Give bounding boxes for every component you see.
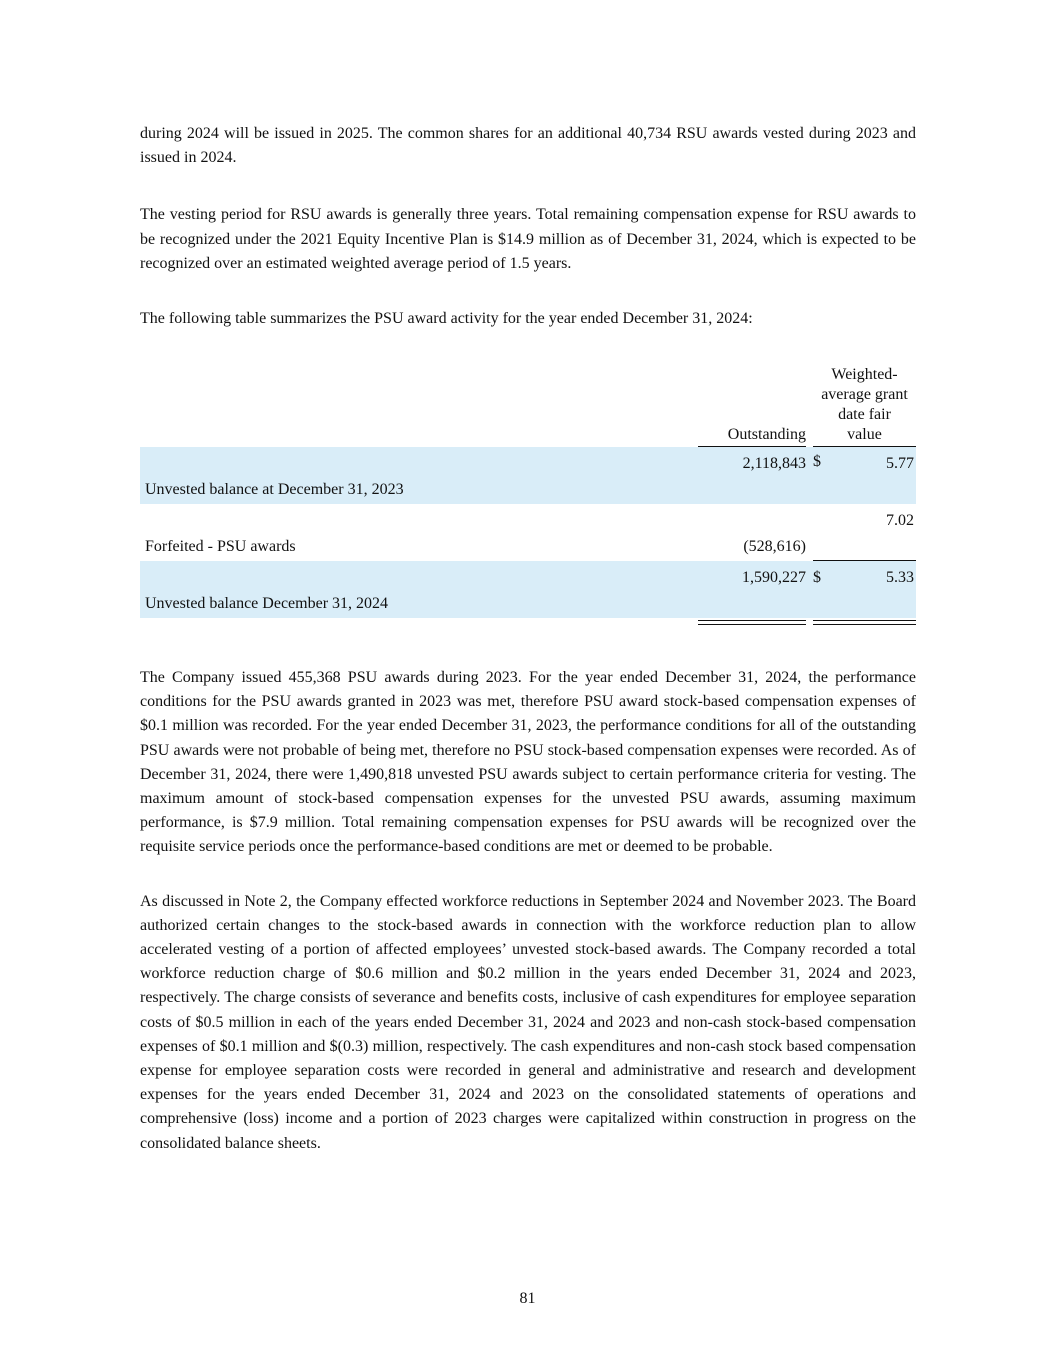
total-double-rules — [140, 618, 916, 628]
header-wagd-line-1: Weighted- — [831, 366, 898, 383]
bottom-text-block — [140, 666, 916, 1156]
paragraph-rsu-vesting: The vesting period for RSU awards is generally three years. Total remaining compensation expense for RSU awards to be recognized under the 2021 Equity Incentive Plan is $14.9 million as of December 31, 2024, which is expected to be recognized over an estimated weighted average period of 1.5 years. — [140, 206, 916, 272]
double-rule-outstanding — [698, 620, 806, 625]
header-wagd-line-3: date fair — [838, 406, 891, 423]
header-wagd-line-2: average grant — [821, 386, 908, 403]
header-outstanding: Outstanding — [727, 426, 806, 443]
row-value: 5.33 — [886, 569, 914, 586]
row-label: Unvested balance at December 31, 2023 — [145, 481, 404, 498]
page-number: 81 — [519, 1290, 536, 1307]
row-outstanding: (528,616) — [743, 538, 806, 555]
double-rule-value — [813, 620, 916, 625]
row-outstanding: 2,118,843 — [742, 455, 806, 472]
top-text-block — [140, 122, 916, 331]
row-value: 7.02 — [886, 512, 914, 529]
row-dollar-sign: $ — [813, 569, 821, 586]
row-outstanding: 1,590,227 — [742, 569, 806, 586]
header-wagd-line-4: value — [847, 426, 882, 443]
row-value: 5.77 — [886, 455, 914, 472]
table-header — [140, 366, 916, 447]
paragraph-psu-issuance: The Company issued 455,368 PSU awards during 2023. For the year ended December 31, 2024, the performance conditions for the PSU awards granted in 2023 was met, therefore PSU award stock-based compensation expenses of $0.1 million was recorded. For the year ended December 31, 2023, the performance conditions for all of the outstanding PSU awards were not probable of being met, therefore no PSU stock-based compensation expenses were recorded. As of December 31, 2024, there were 1,490,818 unvested PSU awards subject to certain performance criteria for vesting. The maximum amount of stock-based compensation expenses for the unvested PSU awards, assuming maximum performance, is $7.9 million. Total remaining compensation expenses for PSU awards will be recognized over the requisite service periods once the performance-based conditions are met or deemed to be probable. — [140, 669, 916, 856]
paragraph-rsu-issuance: during 2024 will be issued in 2025. The common shares for an additional 40,734 RSU awards vested during 2023 and issued in 2024. — [140, 125, 916, 167]
paragraph-workforce-reduction: As discussed in Note 2, the Company effected workforce reductions in September 2024 and November 2023. The Board authorized certain changes to the stock-based awards in connection with the workforce reduction plan to allow accelerated vesting of a portion of affected employees’ unvested stock-based awards. The Company recorded a total workforce reduction charge of $0.6 million and $0.2 million in the years ended December 31, 2024 and 2023, respectively. The charge consists of severance and benefits costs, inclusive of cash expenditures for employee separation costs of $0.5 million in each of the years ended December 31, 2024 and 2023 and non-cash stock-based compensation expenses of $0.1 million and $(0.3) million, respectively. The cash expenditures and non-cash stock based compensation expense for employee separation costs were recorded in general and administrative and research and development expenses for the years ended December 31, 2024 and 2023 on the consolidated statements of operations and comprehensive (loss) income and a portion of 2023 charges were capitalized within construction in progress on the consolidated balance sheets. — [140, 892, 916, 1152]
psu-activity-table — [140, 366, 916, 628]
row-label: Unvested balance December 31, 2024 — [145, 595, 389, 612]
row-dollar-sign: $ — [813, 453, 821, 470]
header-weighted-average-grant-date-fair-value — [813, 365, 916, 445]
paragraph-table-intro: The following table summarizes the PSU award activity for the year ended December 31, 2024: — [140, 310, 753, 328]
row-label: Forfeited - PSU awards — [145, 538, 296, 555]
table-row — [140, 561, 916, 618]
table-row — [140, 447, 916, 504]
table-row — [140, 504, 916, 561]
